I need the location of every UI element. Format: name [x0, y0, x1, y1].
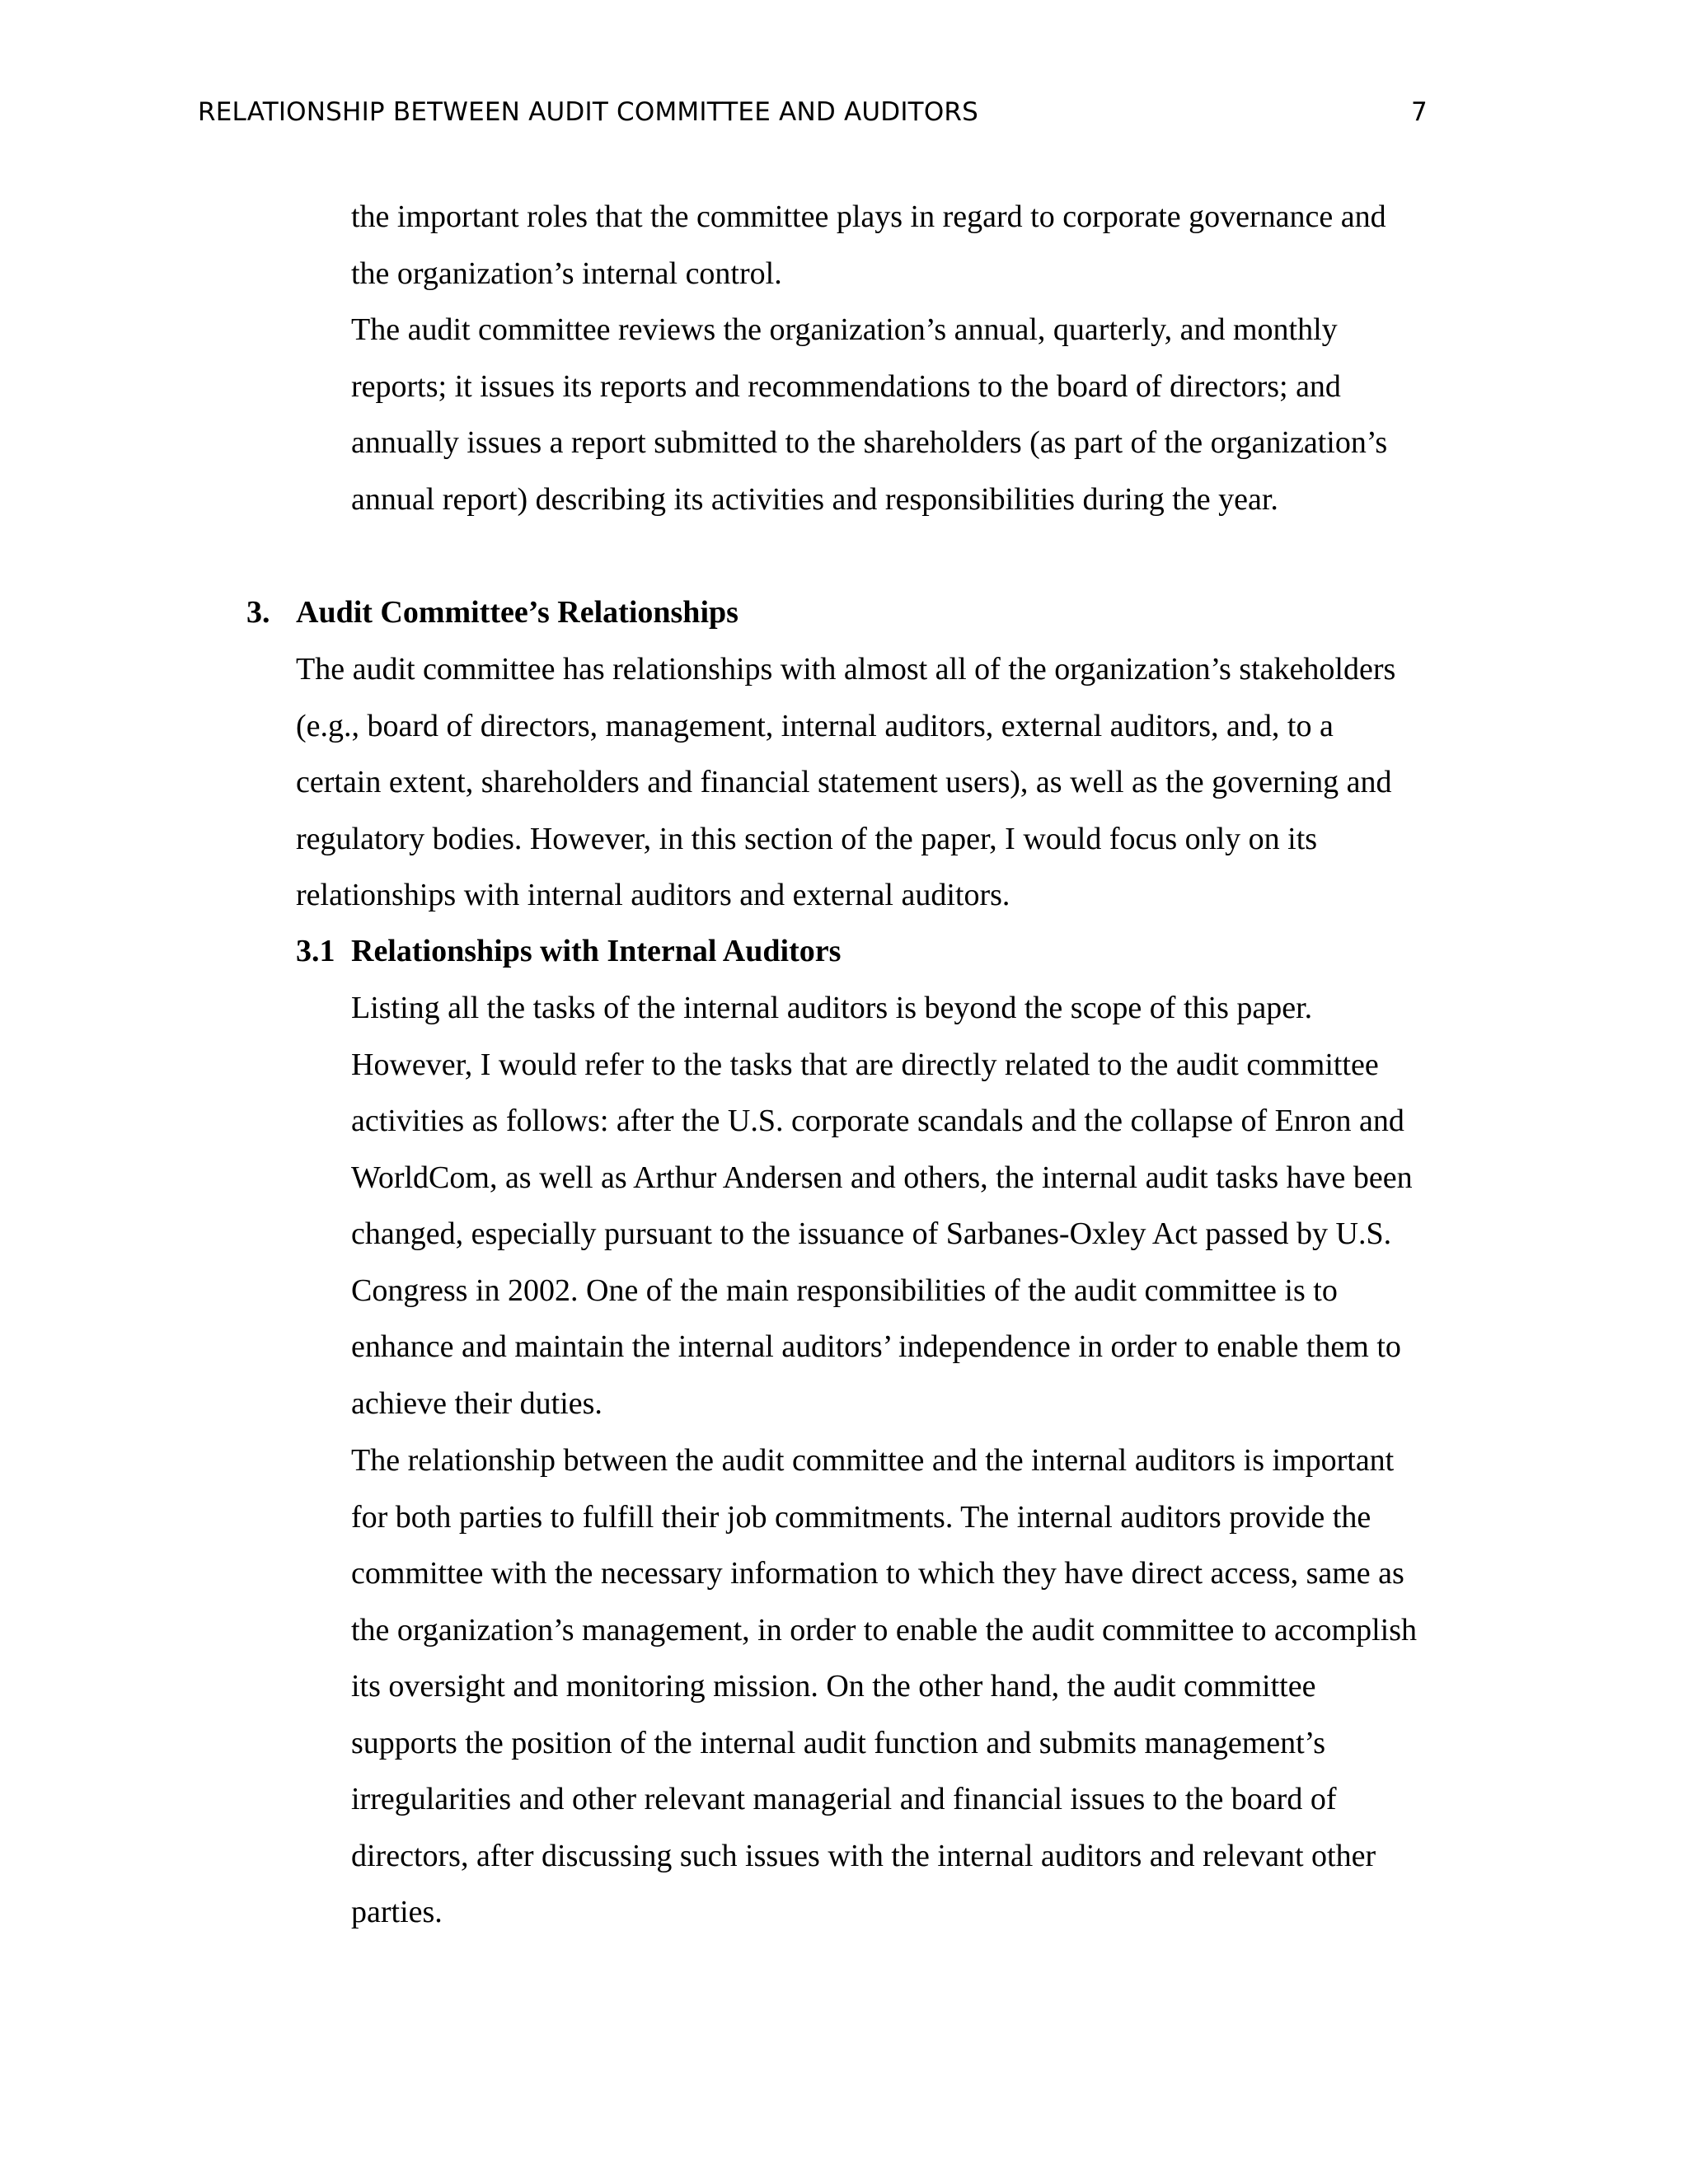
section-3-1-number: 3.1 — [296, 934, 335, 968]
page-number: 7 — [1411, 97, 1428, 127]
internal-auditor-relationship-paragraph: The relationship between the audit committee and the internal auditors is important for both parties to fulfill their job commitments. The internal auditors provide the committee with the necessary information to which they have direct access, same as the organization’s management, in order to enable the audit committee to accomplish its oversight and monitoring mission. On the other hand, the audit committee supports the position of the internal audit function and submits management’s irregularities and other relevant managerial and financial issues to the board of directors, after discussing such issues with the internal auditors and relevant other parties. — [351, 1443, 1418, 1929]
section-3-heading: Audit Committee’s Relationships — [296, 595, 738, 630]
committee-reviews-paragraph: The audit committee reviews the organization’s annual, quarterly, and monthly reports; it issues its reports and recommendations to the board of directors; and annually issues a report submitted to the shareholders (as part of the organization’s annual report) describing its activities and responsibilities during the year. — [351, 312, 1388, 517]
internal-auditor-tasks-paragraph: Listing all the tasks of the internal auditors is beyond the scope of this paper. However, I would refer to the tasks that are directly related to the audit committee activities as follows: after the U.S. corporate scandals and the collapse of Enron and WorldCom, as well as Arthur Andersen and others, the internal audit tasks have been changed, especially pursuant to the issuance of Sarbanes-Oxley Act passed by U.S. Congress in 2002. One of the main responsibilities of the audit committee is to enhance and maintain the internal auditors’ independence in order to enable them to achieve their duties. — [351, 991, 1413, 1421]
section-3-1-heading: Relationships with Internal Auditors — [351, 934, 842, 968]
section-3-paragraph: The audit committee has relationships with almost all of the organization’s stakeholders (e.g., board of directors, management, internal auditors, external auditors, and, to a certain extent, shareholders and financial statement users), as well as the governing and regulatory bodies. However, in this section of the paper, I would focus only on its relationships with internal auditors and external auditors. — [296, 652, 1396, 912]
running-header-title: RELATIONSHIP BETWEEN AUDIT COMMITTEE AND AUDITORS — [198, 97, 979, 127]
section-3-number: 3. — [246, 595, 270, 630]
intro-continuation-paragraph: the important roles that the committee plays in regard to corporate governance and the organization’s internal control. — [351, 199, 1386, 291]
